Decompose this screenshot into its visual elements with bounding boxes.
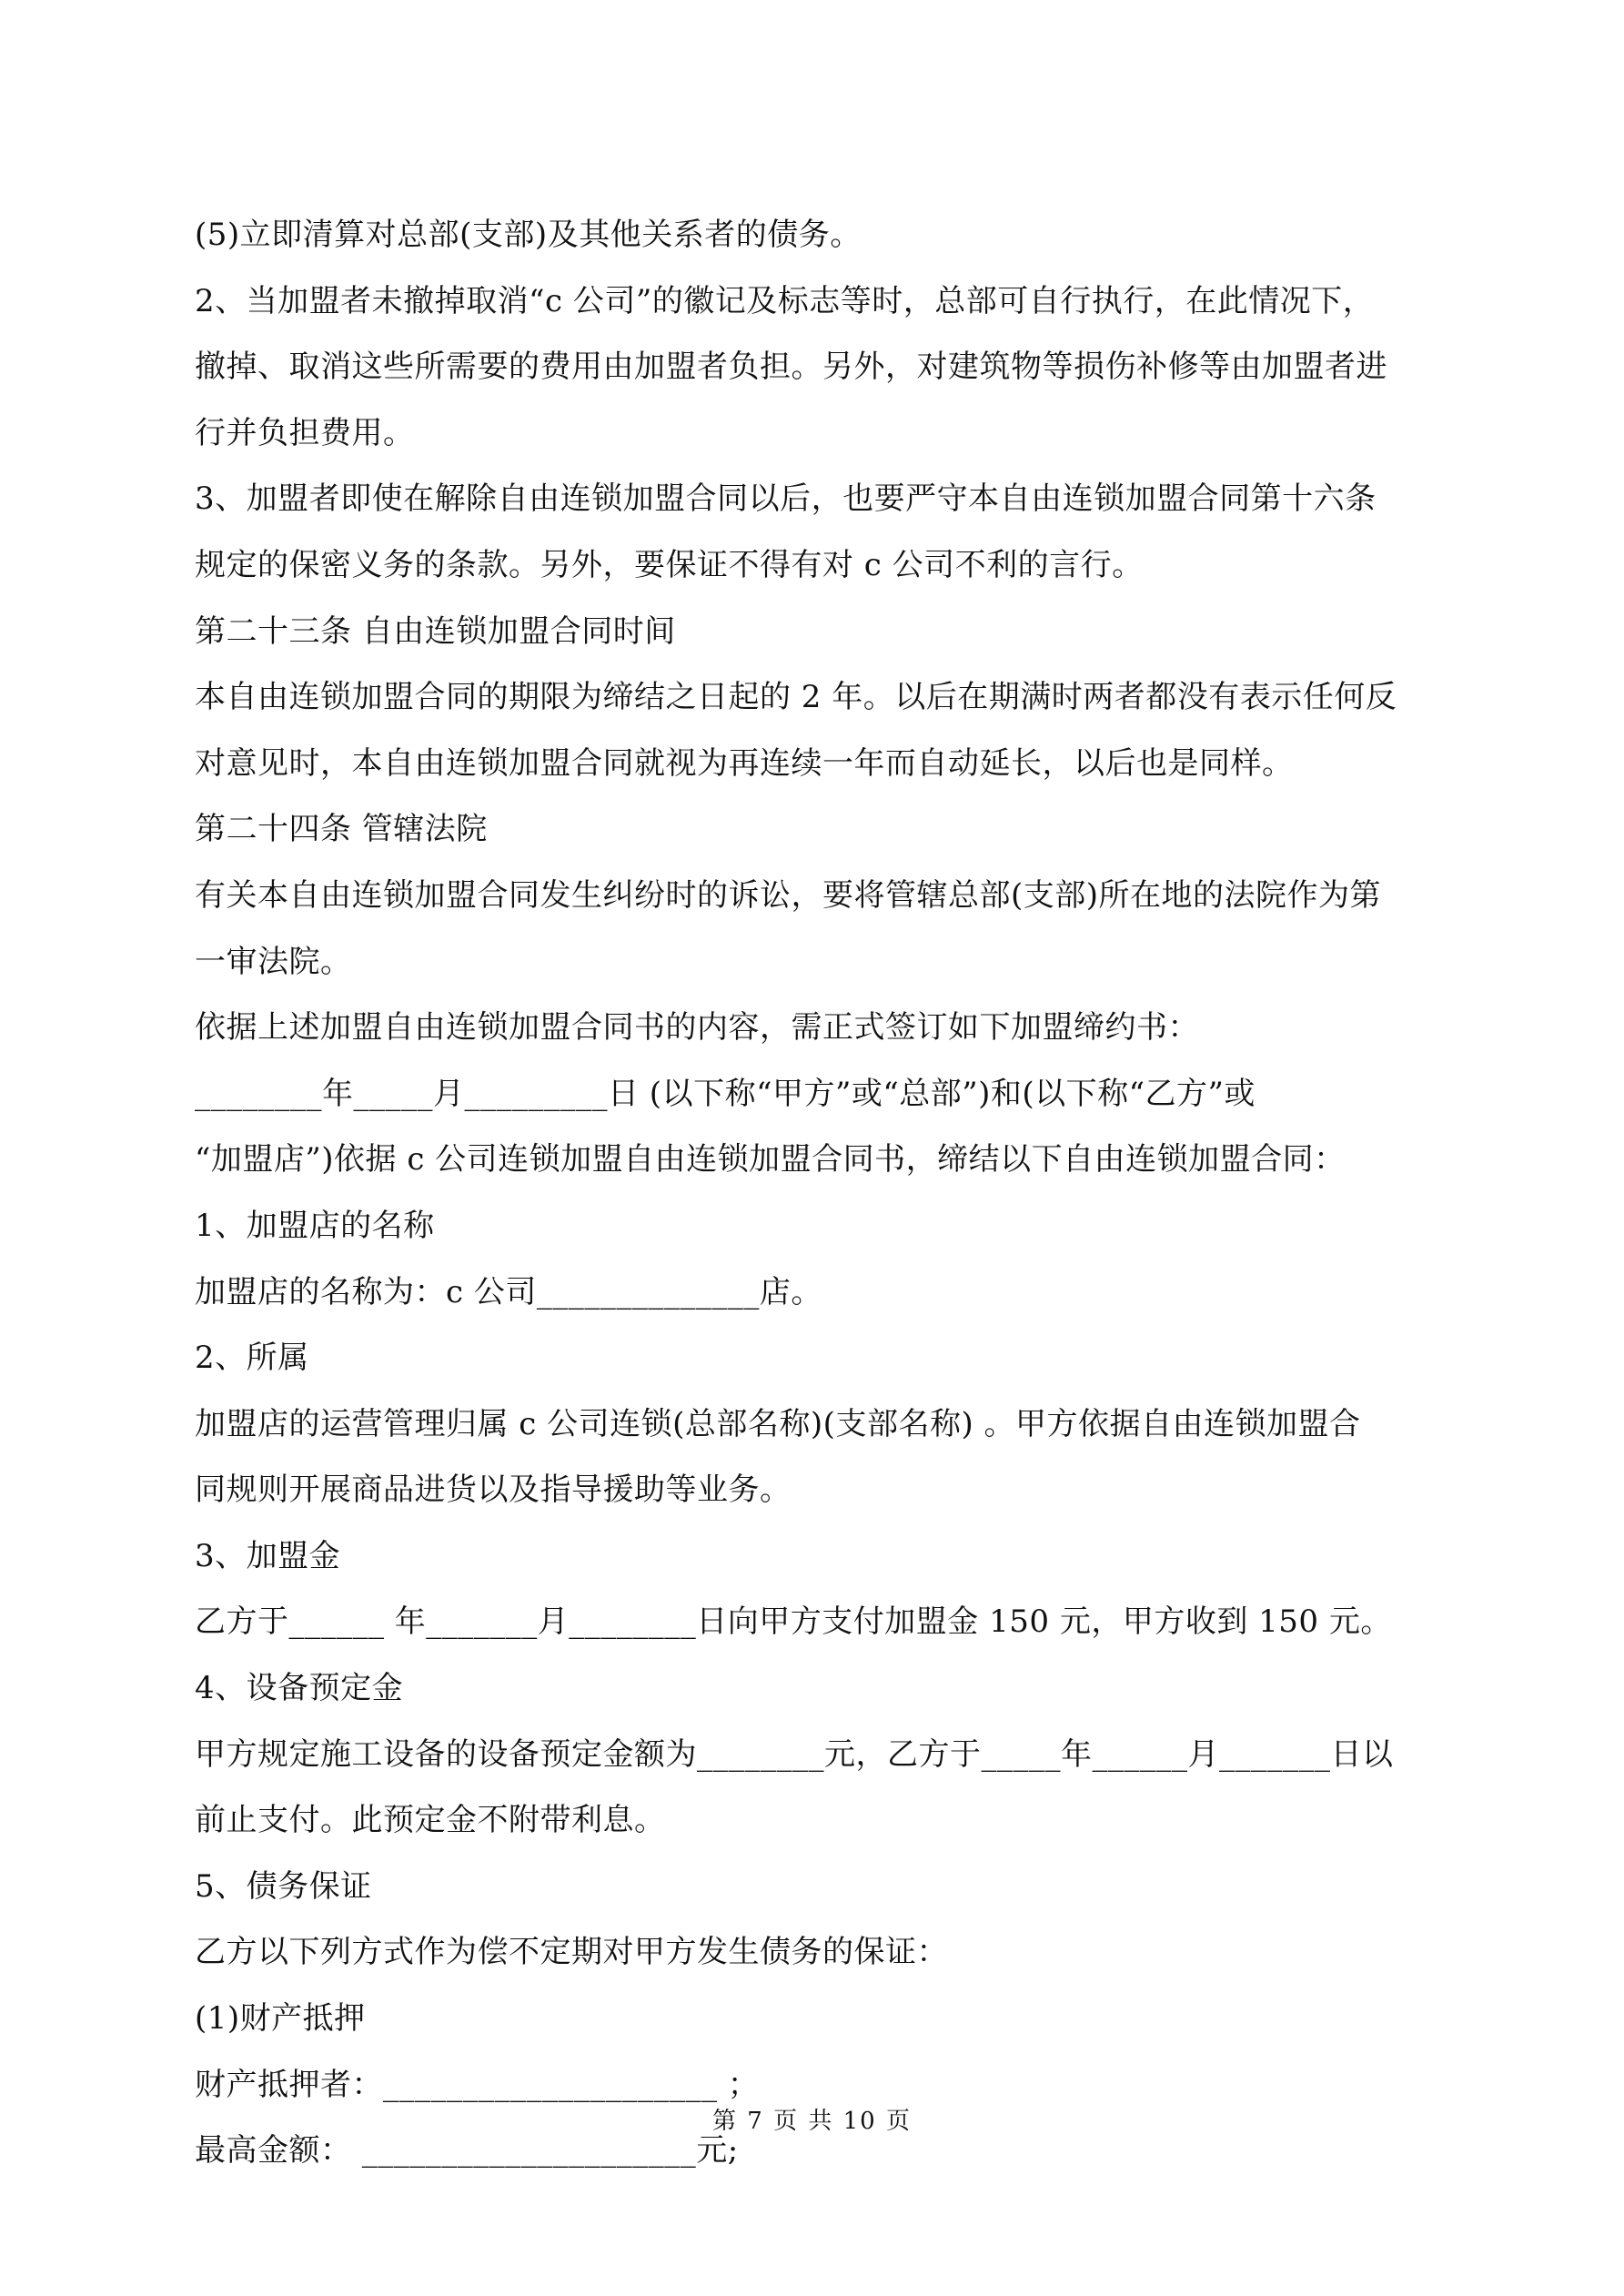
item-4-line-1: 甲方规定施工设备的设备预定金额为________元，乙方于_____年______月_______日以 [195,1735,1394,1773]
section-23-line-1: 本自由连锁加盟合同的期限为缔结之日起的 2 年。以后在期满时两者都没有表示任何反 [195,679,1397,716]
article-2-line-2: 撤掉、取消这些所需要的费用由加盟者负担。另外，对建筑物等损伤补修等由加盟者进 [195,349,1387,386]
section-24-line-1: 有关本自由连锁加盟合同发生纠纷时的诉讼，要将管辖总部(支部)所在地的法院作为第 [195,876,1382,914]
item-2-heading: 2、所属 [195,1340,309,1377]
article-3-line-2: 规定的保密义务的条款。另外，要保证不得有对 c 公司不利的言行。 [195,546,1144,583]
section-heading-24: 第二十四条 管辖法院 [195,811,488,848]
item-5-heading: 5、债务保证 [195,1867,372,1905]
agreement-intro: 依据上述加盟自由连锁加盟合同书的内容，需正式签订如下加盟缔约书： [195,1009,1199,1047]
item-1-store-name: 加盟店的名称为：c 公司______________店。 [195,1273,822,1310]
page-number-footer: 第 7 页 共 10 页 [712,2108,912,2135]
item-5-intro: 乙方以下列方式作为偿不定期对甲方发生债务的保证： [195,1934,948,1971]
section-heading-23: 第二十三条 自由连锁加盟合同时间 [195,612,676,650]
item-5-sub-1-heading: (1)财产抵押 [195,2000,366,2038]
agreement-date-line: ________年_____月_________日 (以下称“甲方”或“总部”)和(以下称“乙方”或 [195,1075,1256,1112]
max-amount-field-line: 最高金额： _____________________元; [195,2132,739,2170]
article-2-line-1: 2、当加盟者未撤掉取消“c 公司”的徽记及标志等时，总部可自行执行，在此情况下， [195,282,1375,319]
item-4-heading: 4、设备预定金 [195,1670,404,1707]
section-24-line-2: 一审法院。 [195,943,352,980]
article-3-line-1: 3、加盟者即使在解除自由连锁加盟合同以后，也要严守本自由连锁加盟合同第十六条 [195,480,1377,518]
item-3-heading: 3、加盟金 [195,1537,341,1574]
article-2-line-3: 行并负担费用。 [195,414,415,451]
document-body [195,202,1437,2184]
section-23-line-2: 对意见时，本自由连锁加盟合同就视为再连续一年而自动延长，以后也是同样。 [195,744,1294,782]
item-2-line-2: 同规则开展商品进货以及指导援助等业务。 [195,1472,792,1509]
mortgagor-field-line: 财产抵押者：_____________________ ； [195,2066,760,2103]
item-2-line-1: 加盟店的运营管理归属 c 公司连锁(总部名称)(支部名称) 。甲方依据自由连锁加盟合 [195,1405,1361,1442]
item-1-heading: 1、加盟店的名称 [195,1207,435,1244]
item-4-line-2: 前止支付。此预定金不附带利息。 [195,1802,666,1839]
item-3-franchise-fee: 乙方于______ 年_______月________日向甲方支付加盟金 150 元，甲方收到 150 元。 [195,1603,1392,1641]
agreement-parties-line: “加盟店”)依据 c 公司连锁加盟自由连锁加盟合同书，缔结以下自由连锁加盟合同： [195,1141,1346,1178]
clause-5-debt-settlement: (5)立即清算对总部(支部)及其他关系者的债务。 [195,217,862,253]
